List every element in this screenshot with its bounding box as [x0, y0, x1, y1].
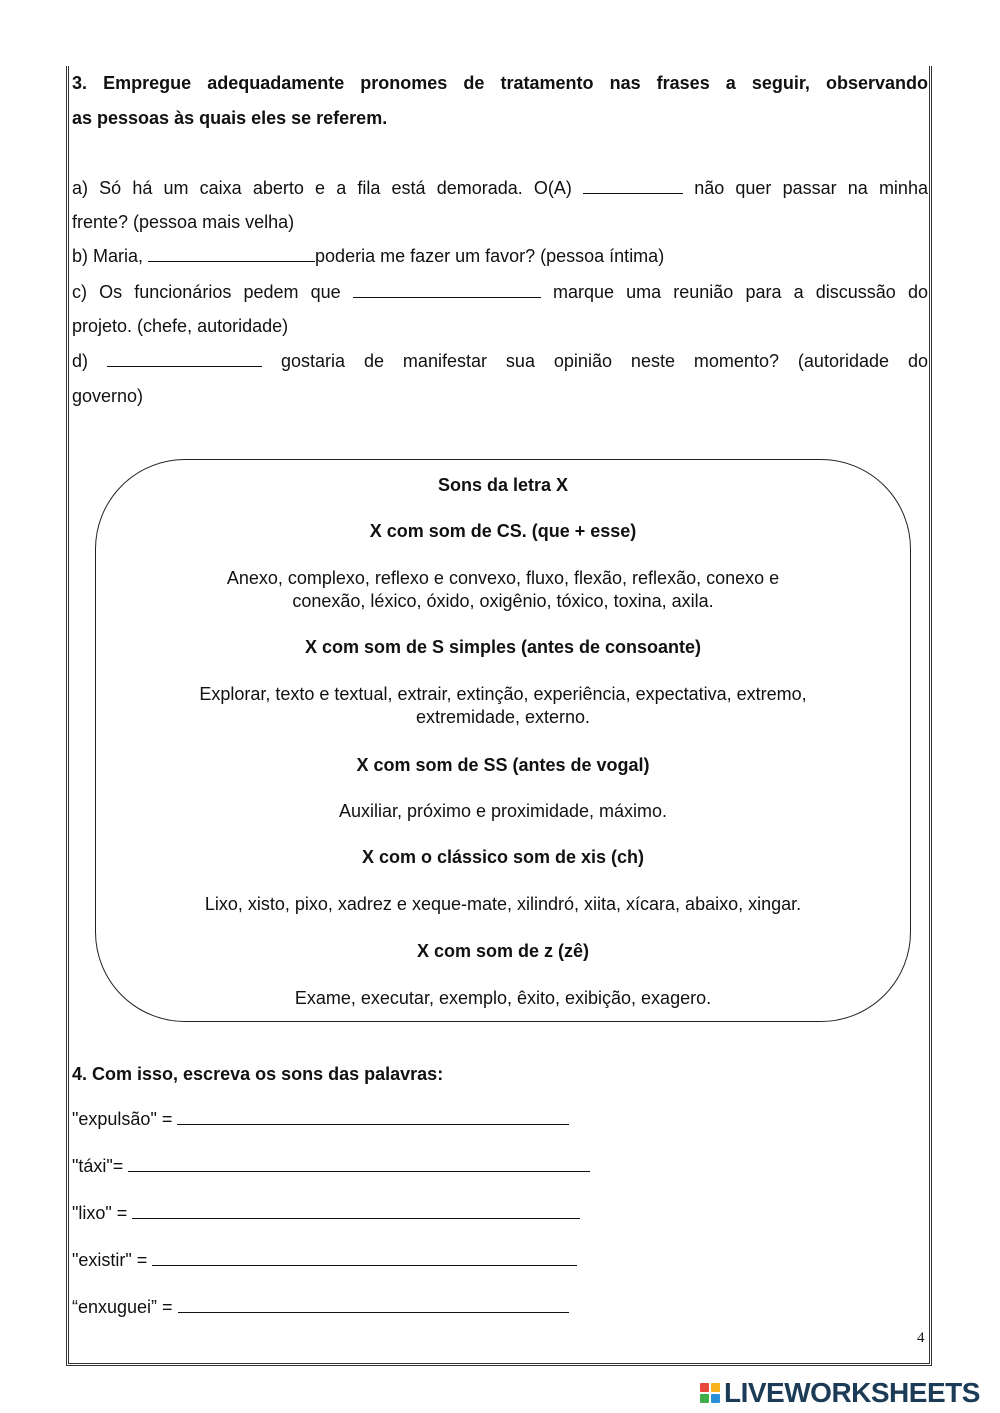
question3-item-c: [72, 282, 928, 302]
section-text-s-1: Explorar, texto e textual, extrair, extinção, experiência, expectativa, extremo,: [199, 684, 807, 704]
sounds-box: [95, 459, 911, 1022]
liveworksheets-logo-icon: [700, 1383, 720, 1403]
item-c-text-1: c) Os funcionários pedem que: [72, 282, 341, 302]
item-b-text-2: poderia me fazer um favor? (pessoa íntima): [315, 246, 665, 266]
item-b-text-1: b) Maria,: [72, 246, 144, 266]
brand-name: LIVEWORKSHEETS: [724, 1377, 980, 1408]
item-d-text-2: gostaria de manifestar sua opinião neste momento? (autoridade do: [280, 351, 928, 371]
item-c-line2: projeto. (chefe, autoridade): [72, 316, 289, 336]
answer-blank-taxi[interactable]: [128, 1156, 590, 1172]
logo-square-2: [711, 1383, 720, 1392]
section-text-ss-1: Auxiliar, próximo e proximidade, máximo.: [338, 801, 668, 821]
item-d-text-1: d): [72, 351, 89, 371]
item-d-line2: governo): [72, 386, 144, 406]
answer-blank-expulsao[interactable]: [177, 1109, 569, 1125]
sounds-box-title: Sons da letra X: [437, 475, 569, 495]
page-number: 4: [917, 1330, 925, 1346]
item-b-blank[interactable]: [148, 246, 315, 262]
answer-blank-enxuguei[interactable]: [178, 1297, 569, 1313]
logo-square-3: [700, 1394, 709, 1403]
item-a-text-2: não quer passar na minha: [694, 178, 928, 198]
word-lixo: "lixo" =: [72, 1203, 128, 1223]
answer-blank-existir[interactable]: [152, 1250, 577, 1266]
answer-row-lixo: [72, 1203, 580, 1223]
logo-square-4: [711, 1394, 720, 1403]
answer-row-expulsao: [72, 1109, 569, 1129]
section-text-z-1: Exame, executar, exemplo, êxito, exibição, exagero.: [294, 988, 712, 1008]
section-heading-s: X com som de S simples (antes de consoante): [304, 637, 702, 657]
section-text-cs-1: Anexo, complexo, reflexo e convexo, fluxo, flexão, reflexão, conexo e: [226, 568, 780, 588]
item-c-blank[interactable]: [353, 282, 541, 298]
question3-item-d: [72, 351, 928, 371]
question3-title-line2: as pessoas às quais eles se referem.: [72, 108, 388, 128]
item-a-text-1: a) Só há um caixa aberto e a fila está demorada. O(A): [72, 178, 572, 198]
section-heading-z: X com som de z (zê): [416, 941, 590, 961]
item-a-line2: frente? (pessoa mais velha): [72, 212, 295, 232]
answer-row-taxi: [72, 1156, 590, 1176]
question3-title-line1: 3. Empregue adequadamente pronomes de tratamento nas frases a seguir, observando: [72, 73, 928, 93]
section-heading-ch: X com o clássico som de xis (ch): [361, 847, 645, 867]
item-d-blank[interactable]: [107, 351, 262, 367]
section-heading-ss: X com som de SS (antes de vogal): [356, 755, 650, 775]
answer-row-existir: [72, 1250, 577, 1270]
word-taxi: "táxi"=: [72, 1156, 124, 1176]
liveworksheets-brand[interactable]: [700, 1378, 980, 1408]
question4-title: 4. Com isso, escreva os sons das palavras:: [72, 1064, 444, 1084]
section-text-cs-2: conexão, léxico, óxido, oxigênio, tóxico, toxina, axila.: [292, 591, 714, 611]
question3-item-b: [72, 246, 664, 266]
section-text-ch-1: Lixo, xisto, pixo, xadrez e xeque-mate, xilindró, xiita, xícara, abaixo, xingar.: [204, 894, 802, 914]
section-text-s-2: extremidade, externo.: [415, 707, 591, 727]
logo-square-1: [700, 1383, 709, 1392]
word-expulsao: "expulsão" =: [72, 1109, 173, 1129]
word-existir: "existir" =: [72, 1250, 148, 1270]
item-c-text-2: marque uma reunião para a discussão do: [552, 282, 928, 302]
word-enxuguei: “enxuguei” =: [72, 1297, 173, 1317]
answer-row-enxuguei: [72, 1297, 569, 1317]
item-a-blank[interactable]: [583, 178, 683, 194]
answer-blank-lixo[interactable]: [132, 1203, 580, 1219]
section-heading-cs: X com som de CS. (que + esse): [369, 521, 637, 541]
question3-item-a: [72, 178, 928, 198]
